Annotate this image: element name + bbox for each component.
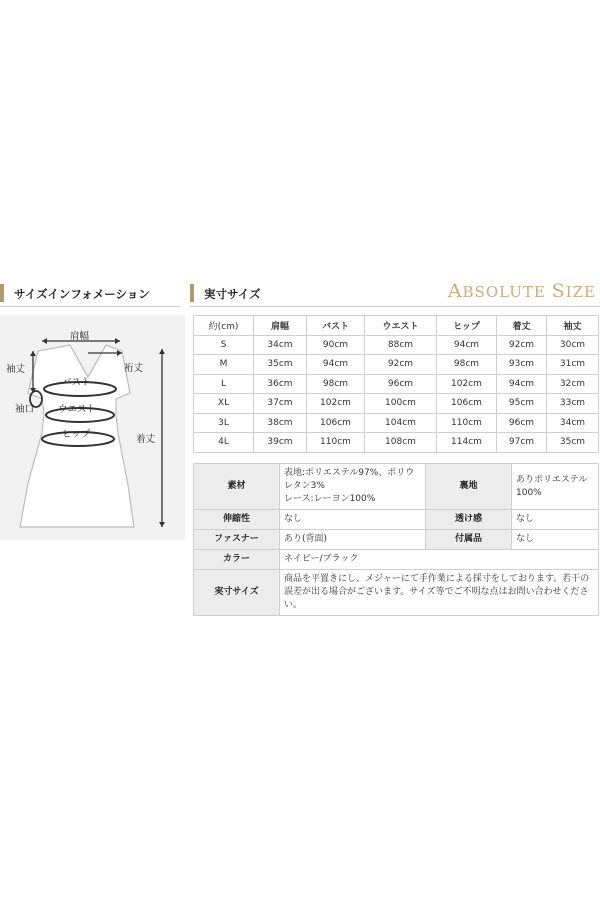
sleeve-header: 袖丈 bbox=[547, 316, 599, 336]
table-cell: 93cm bbox=[497, 355, 547, 375]
sheer-value: なし bbox=[512, 510, 599, 530]
header-accent-bar bbox=[190, 284, 194, 302]
table-cell: 96cm bbox=[365, 374, 437, 394]
material-row bbox=[194, 464, 599, 510]
lining-value: ありポリエステル100% bbox=[512, 464, 599, 510]
table-cell: 35cm bbox=[547, 433, 599, 453]
accessory-value: なし bbox=[512, 530, 599, 550]
absolute-size-decoration: ABSOLUTE SIZE bbox=[447, 280, 596, 302]
table-cell: 102cm bbox=[307, 394, 365, 414]
size-information-header bbox=[0, 284, 180, 307]
table-cell: 34cm bbox=[547, 413, 599, 433]
table-cell: 110cm bbox=[437, 413, 497, 433]
size-note-label: 実寸サイズ bbox=[194, 570, 280, 616]
bust-header: バスト bbox=[307, 316, 365, 336]
table-cell: 94cm bbox=[437, 335, 497, 355]
table-cell: 32cm bbox=[547, 374, 599, 394]
material-value-line-2: レース:レーヨン100% bbox=[284, 494, 376, 504]
table-cell: 102cm bbox=[437, 374, 497, 394]
table-cell: 95cm bbox=[497, 394, 547, 414]
sheer-label: 透け感 bbox=[426, 510, 512, 530]
table-cell: 36cm bbox=[254, 374, 307, 394]
size-cell: XL bbox=[194, 394, 254, 414]
table-cell: 34cm bbox=[254, 335, 307, 355]
table-cell: 98cm bbox=[307, 374, 365, 394]
actual-size-title: 実寸サイズ bbox=[204, 287, 261, 301]
material-value-line-1: 表地:ポリエステル97%、ポリウレタン3% bbox=[284, 468, 415, 491]
table-cell: 88cm bbox=[365, 335, 437, 355]
fastener-value: あり(背面) bbox=[280, 530, 426, 550]
table-row bbox=[194, 335, 599, 355]
dress-illustration bbox=[0, 315, 185, 540]
table-cell: 114cm bbox=[437, 433, 497, 453]
size-cell: 3L bbox=[194, 413, 254, 433]
length-header: 着丈 bbox=[497, 316, 547, 336]
table-cell: 106cm bbox=[437, 394, 497, 414]
size-table bbox=[193, 315, 599, 453]
table-cell: 33cm bbox=[547, 394, 599, 414]
color-label: カラー bbox=[194, 550, 280, 570]
hip-header: ヒップ bbox=[437, 316, 497, 336]
table-cell: 98cm bbox=[437, 355, 497, 375]
lining-label: 裏地 bbox=[426, 464, 512, 510]
color-value: ネイビー/ブラック bbox=[280, 550, 599, 570]
material-table bbox=[193, 463, 599, 616]
stretch-label: 伸縮性 bbox=[194, 510, 280, 530]
table-row bbox=[194, 374, 599, 394]
fastener-row bbox=[194, 530, 599, 550]
sleeve-length-label: 袖丈 bbox=[6, 364, 26, 375]
size-information-title: サイズインフォメーション bbox=[14, 287, 150, 301]
material-label: 素材 bbox=[194, 464, 280, 510]
stretch-row bbox=[194, 510, 599, 530]
table-cell: 92cm bbox=[365, 355, 437, 375]
table-cell: 30cm bbox=[547, 335, 599, 355]
table-cell: 92cm bbox=[497, 335, 547, 355]
length-label: 着丈 bbox=[136, 434, 156, 445]
bust-label: バスト bbox=[62, 377, 91, 388]
table-cell: 37cm bbox=[254, 394, 307, 414]
table-cell: 108cm bbox=[365, 433, 437, 453]
waist-header: ウエスト bbox=[365, 316, 437, 336]
fastener-label: ファスナー bbox=[194, 530, 280, 550]
dress-measurement-figure bbox=[0, 315, 185, 540]
size-cell: 4L bbox=[194, 433, 254, 453]
header-accent-bar bbox=[0, 284, 4, 302]
material-value bbox=[280, 464, 426, 510]
hip-label: ヒップ bbox=[62, 429, 91, 440]
table-cell: 31cm bbox=[547, 355, 599, 375]
table-cell: 94cm bbox=[307, 355, 365, 375]
cuff-label: 袖口 bbox=[15, 404, 35, 415]
table-cell: 35cm bbox=[254, 355, 307, 375]
table-row bbox=[194, 394, 599, 414]
actual-size-header bbox=[190, 280, 600, 307]
table-row bbox=[194, 413, 599, 433]
table-cell: 96cm bbox=[497, 413, 547, 433]
yuki-label: 裄丈 bbox=[124, 363, 144, 374]
table-row bbox=[194, 355, 599, 375]
unit-header: 約(cm) bbox=[194, 316, 254, 336]
stretch-value: なし bbox=[280, 510, 426, 530]
shoulder-header: 肩幅 bbox=[254, 316, 307, 336]
size-cell: L bbox=[194, 374, 254, 394]
size-note-row bbox=[194, 570, 599, 616]
table-cell: 106cm bbox=[307, 413, 365, 433]
table-cell: 104cm bbox=[365, 413, 437, 433]
table-cell: 110cm bbox=[307, 433, 365, 453]
table-cell: 94cm bbox=[497, 374, 547, 394]
size-table-header-row bbox=[194, 316, 599, 336]
size-note-value: 商品を平置きにし、メジャーにて手作業による採寸をしております。若干の誤差が出る場合がございます。サイズ等でご不明な点はお問い合わせください。 bbox=[280, 570, 599, 616]
table-cell: 90cm bbox=[307, 335, 365, 355]
table-cell: 38cm bbox=[254, 413, 307, 433]
size-cell: M bbox=[194, 355, 254, 375]
size-cell: S bbox=[194, 335, 254, 355]
table-cell: 97cm bbox=[497, 433, 547, 453]
color-row bbox=[194, 550, 599, 570]
waist-label: ウエスト bbox=[58, 404, 97, 415]
shoulder-label: 肩幅 bbox=[70, 331, 90, 342]
table-row bbox=[194, 433, 599, 453]
table-cell: 100cm bbox=[365, 394, 437, 414]
table-cell: 39cm bbox=[254, 433, 307, 453]
accessory-label: 付属品 bbox=[426, 530, 512, 550]
